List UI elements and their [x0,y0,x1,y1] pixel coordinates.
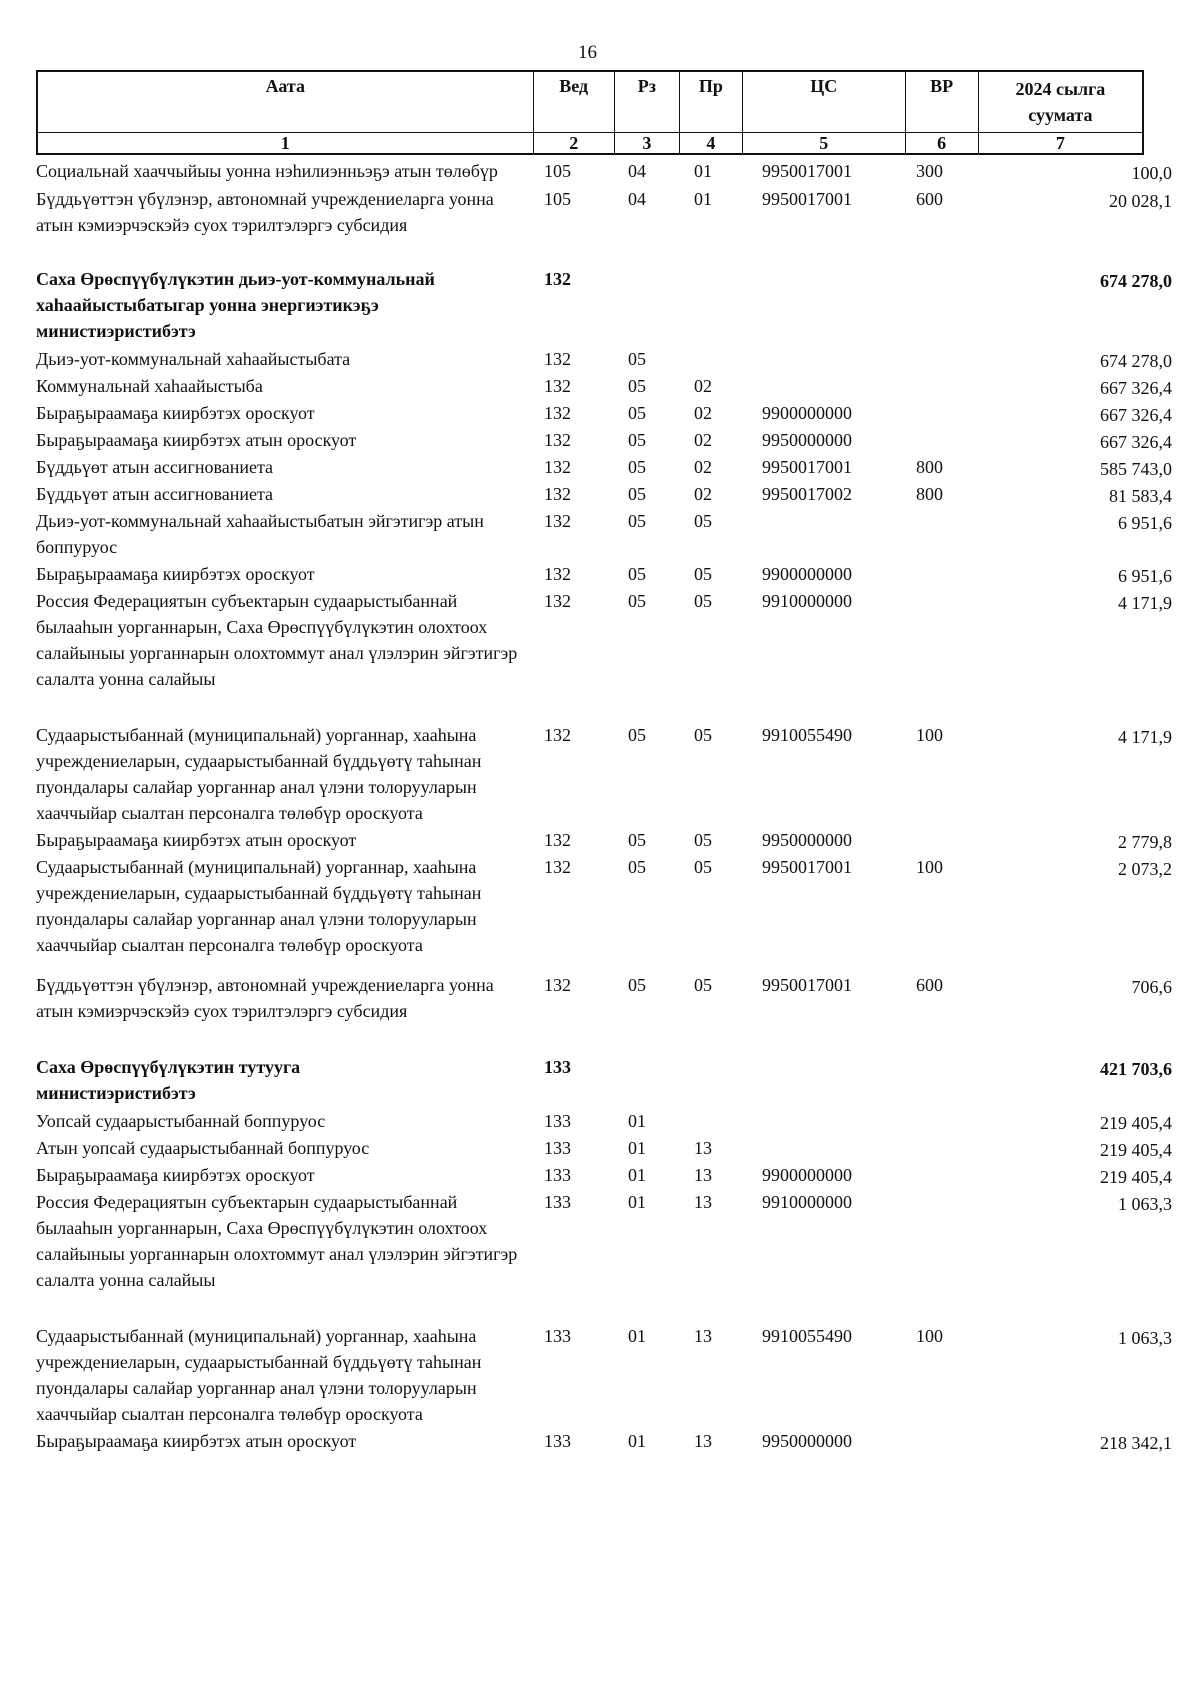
row-cs: 9950017001 [762,975,852,995]
header-vr: ВР [905,71,978,133]
row-pr: 13 [694,1326,712,1346]
row-vr: 300 [916,161,943,181]
row-rz: 05 [628,564,646,584]
row-vr: 100 [916,725,943,745]
row-ved: 133 [544,1138,571,1158]
row-vr: 100 [916,1326,943,1346]
row-name: Бүддьүөттэн үбүлэнэр, автономнай учреждениеларга уонна атын кэмиэрчэскэйэ суох тэрилтэлэргэ субсидия [36,975,494,1021]
row-ved: 132 [544,484,571,504]
row-rz: 01 [628,1165,646,1185]
table-row [36,1323,1172,1427]
row-name: Быраҕыраамаҕа киирбэтэх атын ороскуот [36,830,357,850]
row-cs: 9950017001 [762,457,852,477]
row-rz: 01 [628,1138,646,1158]
row-rz: 05 [628,591,646,611]
row-pr: 05 [694,511,712,531]
row-name: Судаарыстыбаннай (муниципальнай) уорганнар, хааһына учреждениеларын, судаарыстыбаннай бүддьүөтү таһынан пуондалары салайар уорганнар анал үлэни толорууларын хааччыйар сыалтан персоналга төлөбүр ороскуота [36,857,482,955]
table-row [36,827,1172,853]
budget-table-body [36,158,1172,1455]
row-sum: 1 063,3 [1118,1194,1172,1214]
row-rz: 01 [628,1431,646,1451]
table-row [36,561,1172,587]
row-sum: 585 743,0 [1100,459,1172,479]
header-sum-line1: 2024 сылга [1015,79,1106,99]
row-rz: 05 [628,403,646,423]
page-number: 16 [578,42,597,63]
row-pr: 13 [694,1431,712,1451]
row-rz: 05 [628,511,646,531]
table-row [36,373,1172,399]
row-ved: 133 [544,1192,571,1212]
row-rz: 05 [628,349,646,369]
row-rz: 05 [628,457,646,477]
row-name: Дьиэ-уот-коммунальнай хаһаайыстыбатын эйгэтигэр атын боппуруос [36,511,484,557]
row-pr: 05 [694,591,712,611]
row-pr: 13 [694,1192,712,1212]
row-pr: 02 [694,403,712,423]
row-name: Бүддьүөт атын ассигнованиета [36,457,274,477]
row-sum: 6 951,6 [1118,513,1172,533]
table-row [36,1162,1172,1188]
row-pr: 05 [694,725,712,745]
row-pr: 05 [694,564,712,584]
row-ved: 132 [544,591,571,611]
row-sum: 20 028,1 [1109,191,1172,211]
header-ved: Вед [533,71,614,133]
table-row [36,1428,1172,1454]
row-pr: 02 [694,484,712,504]
row-name: Россия Федерациятын субъектарын судаарыстыбаннай былааһын уорганнарын, Саха Өрөспүүбүлүкэтин олохтоох салайыныы уорганнарын олохтоммут анал үлэлэрин эйгэтигэр салалта уонна салайыы [36,591,518,689]
row-cs: 9950017001 [762,189,852,209]
row-rz: 05 [628,376,646,396]
row-rz: 05 [628,484,646,504]
row-ved: 132 [544,830,571,850]
row-sum: 218 342,1 [1100,1433,1172,1453]
row-rz: 01 [628,1192,646,1212]
row-name: Быраҕыраамаҕа киирбэтэх ороскуот [36,564,315,584]
row-rz: 01 [628,1111,646,1131]
row-pr: 02 [694,457,712,477]
row-name: Коммунальнай хаһаайыстыба [36,376,263,396]
row-sum: 6 951,6 [1118,566,1172,586]
row-sum: 1 063,3 [1118,1328,1172,1348]
budget-table-header [36,70,1144,155]
row-cs: 9900000000 [762,403,852,423]
table-row [36,508,1172,560]
row-ved: 132 [544,564,571,584]
row-rz: 01 [628,1326,646,1346]
row-ved: 132 [544,349,571,369]
row-cs: 9910000000 [762,1192,852,1212]
row-sum: 4 171,9 [1118,593,1172,613]
header-num-7: 7 [978,133,1143,155]
row-name: Судаарыстыбаннай (муниципальнай) уорганнар, хааһына учреждениеларын, судаарыстыбаннай бүддьүөтү таһынан пуондалары салайар уорганнар анал үлэни толорууларын хааччыйар сыалтан персоналга төлөбүр ороскуота [36,725,482,823]
row-sum: 2 073,2 [1118,859,1172,879]
row-name: Саха Өрөспүүбүлүкэтин дьиэ-уот-коммунальнай хаһаайыстыбатыгар уонна энергиэтикэҕэ министиэристибэтэ [36,269,435,341]
row-name: Атын уопсай судаарыстыбаннай боппуруос [36,1138,370,1158]
row-pr: 02 [694,430,712,450]
row-cs: 9900000000 [762,1165,852,1185]
row-rz: 04 [628,161,646,181]
table-row [36,400,1172,426]
row-name: Быраҕыраамаҕа киирбэтэх атын ороскуот [36,430,357,450]
row-cs: 9910055490 [762,1326,852,1346]
table-row [36,1189,1172,1293]
table-row [36,158,1172,184]
row-sum: 674 278,0 [1100,271,1172,291]
row-cs: 9950017001 [762,161,852,181]
row-name: Социальнай хааччыйыы уонна нэһилиэнньэҕэ атын төлөбүр [36,161,498,181]
row-pr: 01 [694,189,712,209]
row-ved: 133 [544,1326,571,1346]
table-row [36,454,1172,480]
row-name: Быраҕыраамаҕа киирбэтэх ороскуот [36,403,315,423]
row-vr: 800 [916,484,943,504]
row-name: Россия Федерациятын субъектарын судаарыстыбаннай былааһын уорганнарын, Саха Өрөспүүбүлүкэтин олохтоох салайыныы уорганнарын олохтоммут анал үлэлэрин эйгэтигэр салалта уонна салайыы [36,1192,518,1290]
row-ved: 105 [544,189,571,209]
row-sum: 81 583,4 [1109,486,1172,506]
row-pr: 01 [694,161,712,181]
row-name: Бүддьүөт атын ассигнованиета [36,484,274,504]
row-cs: 9910055490 [762,725,852,745]
row-vr: 100 [916,857,943,877]
row-cs: 9950000000 [762,830,852,850]
row-sum: 4 171,9 [1118,727,1172,747]
row-name: Бүддьүөттэн үбүлэнэр, автономнай учреждениеларга уонна атын кэмиэрчэскэйэ суох тэрилтэлэргэ субсидия [36,189,494,235]
row-vr: 600 [916,189,943,209]
header-pr: Пр [679,71,742,133]
row-pr: 05 [694,857,712,877]
table-row [36,1108,1172,1134]
table-row [36,972,1172,1024]
header-num-2: 2 [533,133,614,155]
header-name: Аата [37,71,533,133]
row-pr: 13 [694,1165,712,1185]
row-ved: 132 [544,269,571,289]
row-ved: 132 [544,511,571,531]
header-sum-line2: суумата [1028,105,1093,125]
row-rz: 05 [628,857,646,877]
row-sum: 667 326,4 [1100,405,1172,425]
row-ved: 132 [544,457,571,477]
row-cs: 9950017002 [762,484,852,504]
row-pr: 05 [694,830,712,850]
row-pr: 02 [694,376,712,396]
row-rz: 05 [628,975,646,995]
row-pr: 05 [694,975,712,995]
row-sum: 2 779,8 [1118,832,1172,852]
row-ved: 133 [544,1165,571,1185]
row-sum: 219 405,4 [1100,1167,1172,1187]
row-sum: 219 405,4 [1100,1140,1172,1160]
row-name: Саха Өрөспүүбүлүкэтин тутууга министиэристибэтэ [36,1057,301,1103]
table-row [36,1054,1172,1106]
row-cs: 9950017001 [762,857,852,877]
row-ved: 133 [544,1431,571,1451]
header-rz: Рз [614,71,679,133]
row-cs: 9950000000 [762,1431,852,1451]
row-ved: 132 [544,376,571,396]
row-sum: 421 703,6 [1100,1059,1172,1079]
row-vr: 800 [916,457,943,477]
row-ved: 132 [544,725,571,745]
row-vr: 600 [916,975,943,995]
row-ved: 132 [544,857,571,877]
table-row [36,722,1172,826]
row-cs: 9950000000 [762,430,852,450]
row-sum: 667 326,4 [1100,378,1172,398]
header-num-4: 4 [679,133,742,155]
header-sum [978,71,1143,133]
row-sum: 667 326,4 [1100,432,1172,452]
row-sum: 100,0 [1131,163,1172,183]
row-sum: 674 278,0 [1100,351,1172,371]
row-name: Судаарыстыбаннай (муниципальнай) уорганнар, хааһына учреждениеларын, судаарыстыбаннай бүддьүөтү таһынан пуондалары салайар уорганнар анал үлэни толорууларын хааччыйар сыалтан персоналга төлөбүр ороскуота [36,1326,482,1424]
header-num-6: 6 [905,133,978,155]
row-ved: 132 [544,975,571,995]
row-name: Дьиэ-уот-коммунальнай хаһаайыстыбата [36,349,351,369]
row-rz: 04 [628,189,646,209]
table-row [36,186,1172,238]
header-cs: ЦС [742,71,905,133]
row-cs: 9910000000 [762,591,852,611]
row-sum: 219 405,4 [1100,1113,1172,1133]
table-row [36,854,1172,958]
row-name: Быраҕыраамаҕа киирбэтэх атын ороскуот [36,1431,357,1451]
row-sum: 706,6 [1131,977,1172,997]
row-ved: 133 [544,1111,571,1131]
row-ved: 133 [544,1057,571,1077]
row-rz: 05 [628,830,646,850]
table-row [36,1135,1172,1161]
row-ved: 132 [544,403,571,423]
table-row [36,346,1172,372]
row-ved: 105 [544,161,571,181]
table-row [36,481,1172,507]
row-cs: 9900000000 [762,564,852,584]
table-row [36,266,1172,344]
row-pr: 13 [694,1138,712,1158]
row-rz: 05 [628,430,646,450]
row-name: Уопсай судаарыстыбаннай боппуруос [36,1111,326,1131]
row-ved: 132 [544,430,571,450]
header-num-1: 1 [37,133,533,155]
row-rz: 05 [628,725,646,745]
table-row [36,427,1172,453]
row-name: Быраҕыраамаҕа киирбэтэх ороскуот [36,1165,315,1185]
header-num-5: 5 [742,133,905,155]
table-row [36,588,1172,692]
header-num-3: 3 [614,133,679,155]
